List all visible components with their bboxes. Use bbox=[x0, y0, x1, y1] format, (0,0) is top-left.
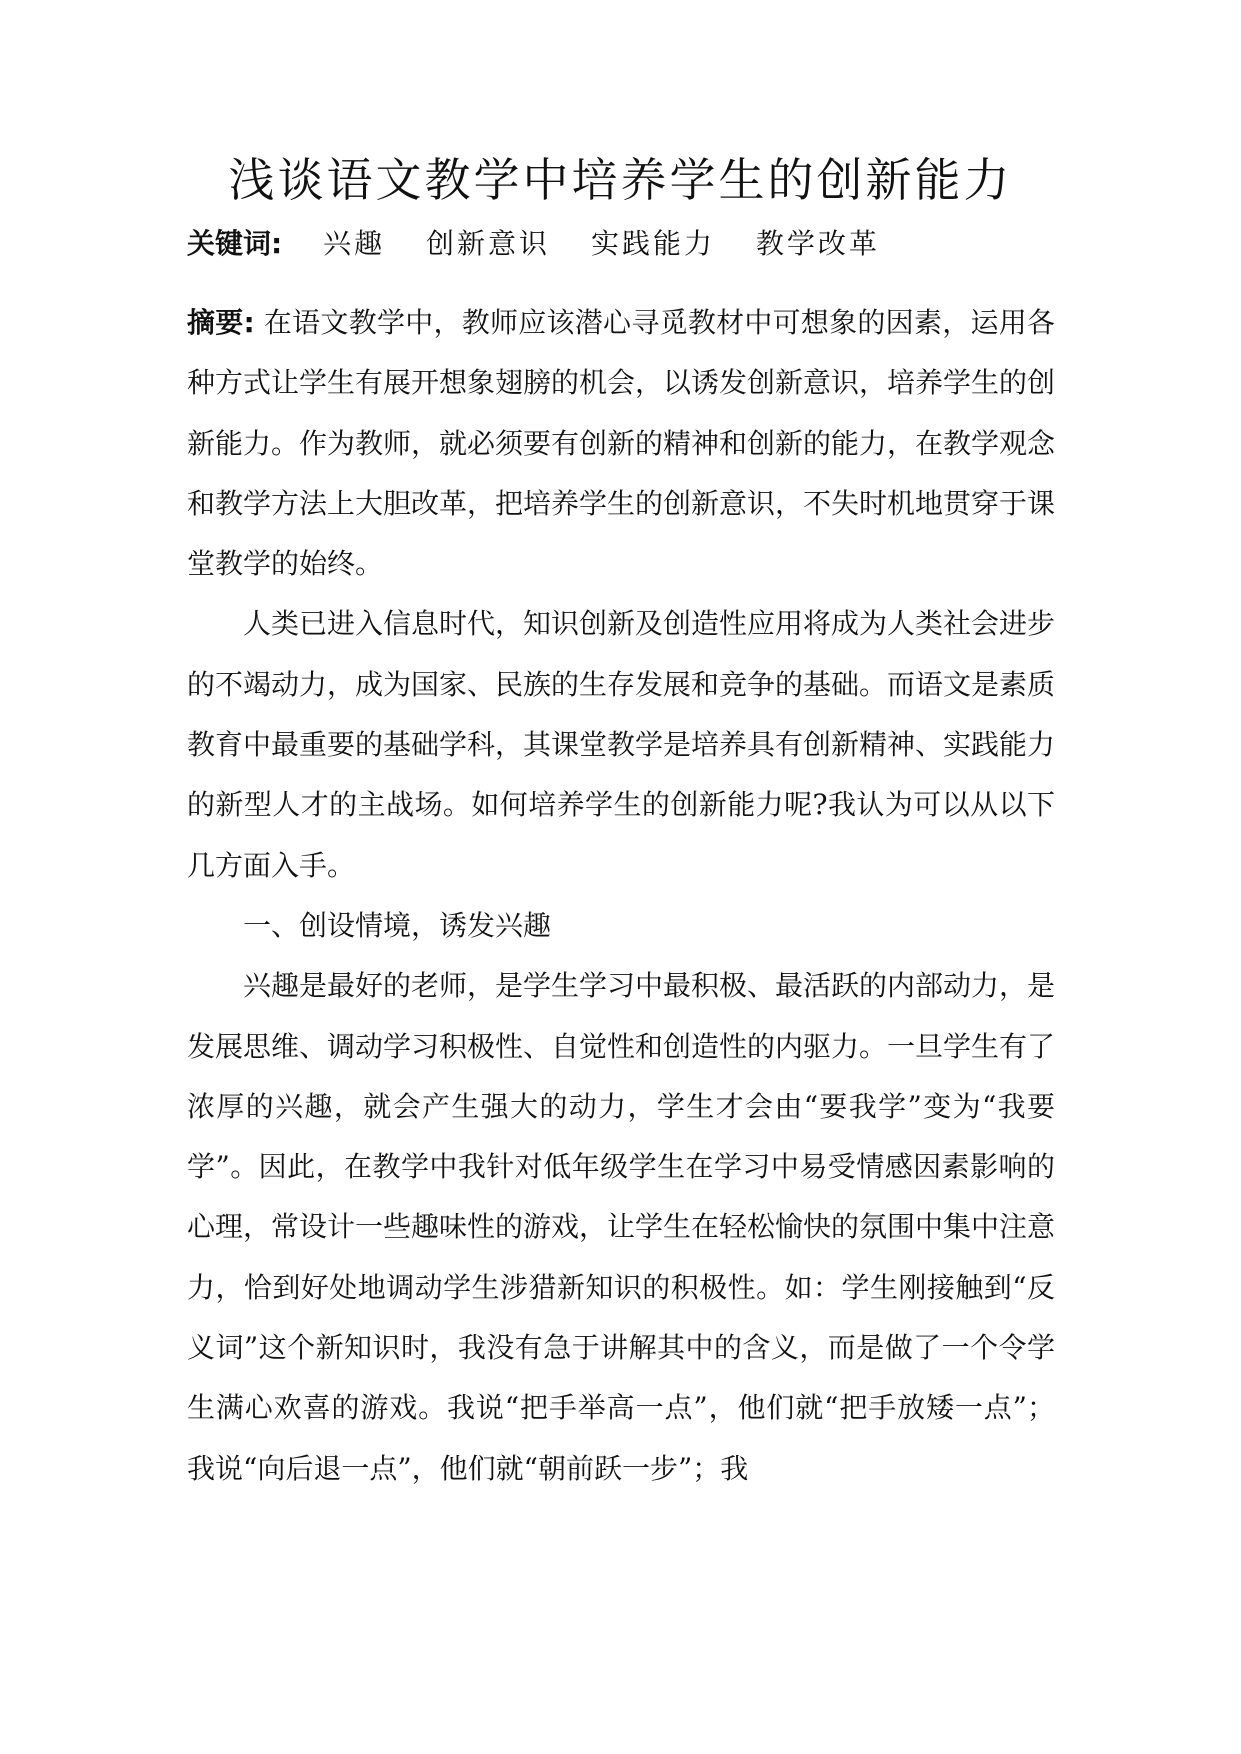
keyword: 教学改革 bbox=[755, 227, 880, 260]
keywords-label: 关键词: bbox=[187, 227, 283, 260]
keyword: 兴趣 bbox=[323, 227, 386, 260]
abstract-text: 在语文教学中，教师应该潜心寻觅教材中可想象的因素，运用各种方式让学生有展开想象翅膀的机会，以诱发创新意识，培养学生的创新能力。作为教师，就必须要有创新的精神和创新的能力，在教学观念和教学方法上大胆改革，把培养学生的创新意识，不失时机地贯穿于课堂教学的始终。 bbox=[187, 306, 1056, 581]
keywords-line bbox=[187, 222, 880, 266]
abstract-paragraph bbox=[187, 293, 1055, 594]
body-paragraph: 人类已进入信息时代，知识创新及创造性应用将成为人类社会进步的不竭动力，成为国家、民族的生存发展和竞争的基础。而语文是素质教育中最重要的基础学科，其课堂教学是培养具有创新精神、实践能力的新型人才的主战场。如何培养学生的创新能力呢?我认为可以从以下几方面入手。 bbox=[187, 607, 1056, 882]
keyword: 实践能力 bbox=[590, 227, 715, 260]
document-body bbox=[187, 293, 1055, 1499]
abstract-label: 摘要: bbox=[187, 306, 255, 339]
section-heading: 一、创设情境，诱发兴趣 bbox=[243, 908, 552, 942]
body-paragraph: 兴趣是最好的老师，是学生学习中最积极、最活跃的内部动力，是发展思维、调动学习积极性、自觉性和创造性的内驱力。一旦学生有了浓厚的兴趣，就会产生强大的动力，学生才会由“要我学”变为“我要学”。因此，在教学中我针对低年级学生在学习中易受情感因素影响的心理，常设计一些趣味性的游戏，让学生在轻松愉快的氛围中集中注意力，恰到好处地调动学生涉猎新知识的积极性。如：学生刚接触到“反义词”这个新知识时，我没有急于讲解其中的含义，而是做了一个令学生满心欢喜的游戏。我说“把手举高一点”，他们就“把手放矮一点”；我说“向后退一点”，他们就“朝前跃一步”；我 bbox=[187, 969, 1056, 1485]
document-title: 浅谈语文教学中培养学生的创新能力 bbox=[228, 153, 1013, 207]
keyword: 创新意识 bbox=[426, 227, 551, 260]
